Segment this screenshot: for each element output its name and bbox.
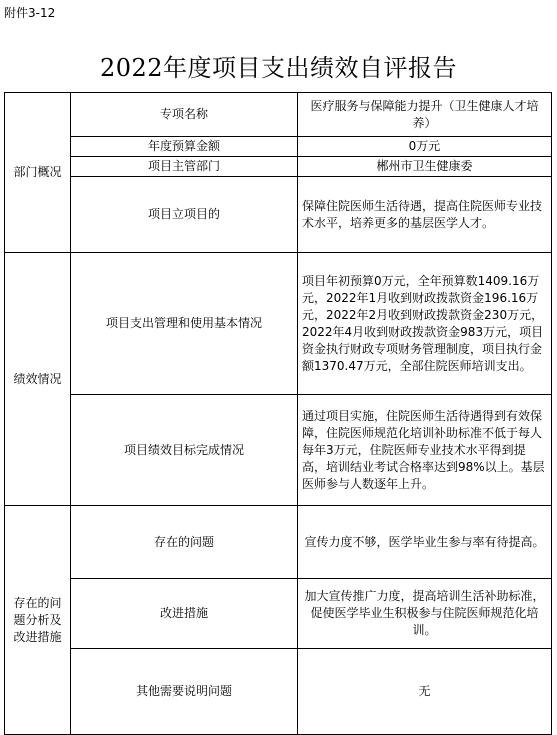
section-label-performance: 绩效情况: [5, 253, 71, 506]
row-label: 项目立项目的: [71, 177, 298, 253]
row-label: 年度预算金额: [71, 137, 298, 157]
row-label: 项目主管部门: [71, 157, 298, 177]
row-label: 其他需要说明问题: [71, 649, 298, 735]
table-row: [5, 177, 552, 253]
table-row: [5, 395, 552, 506]
row-value: 宣传力度不够，医学毕业生参与率有待提高。: [298, 506, 552, 579]
section-label-issues: 存在的问题分析及改进措施: [5, 506, 71, 735]
attachment-label: 附件3-12: [4, 6, 56, 20]
row-value: 郴州市卫生健康委: [298, 157, 552, 177]
row-value: 通过项目实施，住院医师生活待遇得到有效保障，住院医师规范化培训补助标准不低于每人每年3万元，住院医师专业技术水平得到提高，培训结业考试合格率达到98%以上。基层医师参与人数逐年上升。: [298, 395, 552, 506]
row-label: 专项名称: [71, 93, 298, 137]
row-label: 项目绩效目标完成情况: [71, 395, 298, 506]
row-value: 无: [298, 649, 552, 735]
row-value: 保障住院医师生活待遇，提高住院医师专业技术水平，培养更多的基层医学人才。: [298, 177, 552, 253]
row-value: 0万元: [298, 137, 552, 157]
table-row: [5, 157, 552, 177]
table-row: [5, 253, 552, 395]
row-label: 改进措施: [71, 579, 298, 649]
row-value: 加大宣传推广力度，提高培训生活补助标准，促使医学毕业生积极参与住院医师规范化培训。: [298, 579, 552, 649]
table-row: [5, 93, 552, 137]
row-label: 项目支出管理和使用基本情况: [71, 253, 298, 395]
row-label: 存在的问题: [71, 506, 298, 579]
table-row: [5, 506, 552, 579]
row-value: 医疗服务与保障能力提升（卫生健康人才培养）: [298, 93, 552, 137]
report-table: [4, 92, 552, 735]
table-row: [5, 137, 552, 157]
table-row: [5, 579, 552, 649]
section-label-dept-overview: 部门概况: [5, 93, 71, 253]
row-value: 项目年初预算0万元，全年预算数1409.16万元，2022年1月收到财政拨款资金196.16万元，2022年2月收到财政拨款资金230万元，2022年4月收到财政拨款资金983万元，项目资金执行财政专项财务管理制度，项目执行金额1370.47万元，全部住院医师培训支出。: [298, 253, 552, 395]
page-title: 2022年度项目支出绩效自评报告: [99, 54, 458, 82]
table-row: [5, 649, 552, 735]
